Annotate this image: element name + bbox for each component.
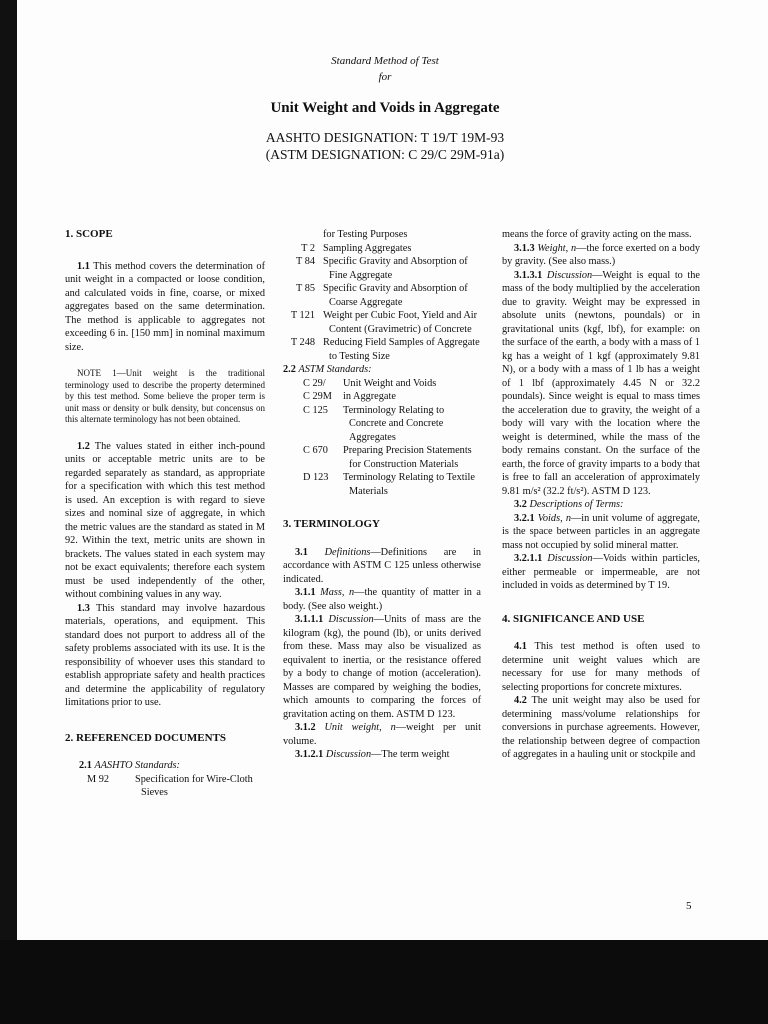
- references-heading: 2. REFERENCED DOCUMENTS: [65, 731, 227, 744]
- term-3-1-3: 3.1.3 Weight, n—the force exerted on a body by gravity. (See also mass.): [502, 242, 700, 267]
- scope-heading: 1. SCOPE: [65, 228, 113, 240]
- document-title: Unit Weight and Voids in Aggregate: [270, 100, 500, 116]
- reference-item: C 29M in Aggregate: [303, 391, 396, 402]
- reference-item: T 85 Specific Gravity and Absorption of Coarse Aggregate: [296, 283, 468, 308]
- significance-para-4-1: 4.1 This test method is often used to determine unit weight values which are necessary for use for many methods of selecting proportions for concrete mixtures.: [502, 641, 700, 693]
- reference-item: T 248 Reducing Field Samples of Aggregate to Testing Size: [290, 337, 480, 362]
- reference-item: [283, 228, 481, 242]
- scope-note-1: NOTE 1—Unit weight is the traditional terminology used to describe the property determined by this test method. Some believe the proper term is unit mass or density or bulk density, but concensus on this alternate terminology has not been obtained.: [65, 368, 265, 424]
- aashto-standards-label: 2.1 AASHTO Standards:: [79, 760, 180, 771]
- header-line2: for: [378, 71, 392, 83]
- scope-para-1-2: 1.2 The values stated in either inch-pound units or acceptable metric units are to be regarded separately as standard, as appropriate for a specification with which this test method is used. An exception is with regard to sieve sizes and nominal size of aggregate, in which the metric values are the standard as stated in M 92. Within the text, metric units are shown in brackets. The values stated in each system may not be exact equivalents; therefore each system must be used independently of the other, without combining values in any way.: [65, 440, 265, 600]
- reference-item: M 92 Specification for Wire-Cloth Sieves: [87, 773, 253, 798]
- reference-item: C 29/ Unit Weight and Voids: [303, 377, 437, 389]
- astm-designation: (ASTM DESIGNATION: C 29/C 29M-91a): [265, 147, 505, 162]
- column-1: [65, 228, 265, 800]
- significance-heading: 4. SIGNIFICANCE AND USE: [502, 612, 645, 625]
- reference-item: T 84 Specific Gravity and Absorption of Fine Aggregate: [296, 256, 468, 281]
- term-3-1-1-1: 3.1.1.1 Discussion—Units of mass are the kilogram (kg), the pound (lb), or units derived from these. Mass may also be visualized as equivalent to inertia, or the resistance offered by a body to change of motion (acceleration). Masses are compared by weighing the bodies, which amounts to comparing the forces of gravitation acting on them. ASTM D 123.: [283, 614, 481, 720]
- scan-bottom-band: [0, 940, 768, 1024]
- terminology-heading: 3. TERMINOLOGY: [283, 518, 380, 530]
- aashto-designation: AASHTO DESIGNATION: T 19/T 19M-93: [265, 130, 505, 145]
- reference-title: for Testing Purposes: [323, 229, 408, 240]
- page-number: 5: [686, 900, 692, 912]
- term-3-1-1: 3.1.1 Mass, n—the quantity of matter in a body. (See also weight.): [283, 587, 482, 612]
- reference-item: T 121 Weight per Cubic Foot, Yield and Air Content (Gravimetric) of Concrete: [290, 310, 478, 335]
- term-3-1-2: 3.1.2 Unit weight, n—weight per unit volume.: [283, 722, 482, 747]
- reference-item: C 670 Preparing Precision Statements for Construction Materials: [303, 445, 472, 470]
- column-2: [283, 228, 481, 762]
- term-3-2-1-1: 3.2.1.1 Discussion—Voids within particles, either permeable or impermeable, are not included in voids as determined by T 19.: [502, 553, 700, 591]
- term-3-1-2-1-text: —The term weight: [371, 749, 450, 760]
- scope-para-1-3: 1.3 This standard may involve hazardous materials, operations, and equipment. This standard does not purport to address all of the safety problems associated with its use. It is the responsibility of whoever uses this standard to establish appropriate safety and health practices and determine the applicability of regulatory limitations prior to use.: [65, 602, 265, 708]
- significance-para-4-2: 4.2 The unit weight may also be used for determining mass/volume relationships for conversions in purchase agreements. However, the relationship between degree of compaction of aggregates in a hauling unit or stockpile and: [502, 695, 700, 760]
- header-line1: Standard Method of Test: [331, 55, 439, 67]
- astm-standards-label: 2.2 ASTM Standards:: [283, 364, 372, 375]
- column-3: [502, 228, 700, 762]
- reference-item: D 123 Terminology Relating to Textile Materials: [303, 472, 475, 497]
- scope-para-1-1: 1.1 This method covers the determination of unit weight in a compacted or loose condition, and calculated voids in fine, coarse, or mixed aggregates based on the same determination. The method is applicable to aggregates not exceeding 6 in. [150 mm] in nominal maximum size.: [65, 260, 265, 353]
- reference-item: T 2 Sampling Aggregates: [301, 242, 412, 254]
- reference-item: C 125 Terminology Relating to Concrete and Concrete Aggregates: [303, 404, 445, 443]
- term-3-2: 3.2 Descriptions of Terms:: [514, 499, 624, 510]
- term-3-1-3-1: 3.1.3.1 Discussion—Weight is equal to the mass of the body multiplied by the acceleration due to gravity. Weight may be expressed in absolute units (newtons, poundals) or in gravitational units (kgf, lbf), for example: on the surface of the earth, a body with a mass of 1 kg has a weight of 1 kgf (approximately 9.81 N), or a body with a mass of 1 lb has a weight of 1 lbf (approximately 4.45 N or 32.2 poundals). Since weight is equal to mass times the acceleration due to gravity, the weight of a body will vary with the location where the weight is determined, while the mass of the body remains constant. On the surface of the earth, the force of gravity imparts to a body that is free to fall an acceleration of approximately 9.81 m/s² (32.2 ft/s²). ASTM D 123.: [502, 269, 700, 497]
- term-3-1-2-1-continued: means the force of gravity acting on the mass.: [502, 229, 692, 240]
- term-3-1-2-1: 3.1.2.1 Discussion—The term weight: [295, 749, 450, 760]
- term-3-1: 3.1 Definitions—Definitions are in accordance with ASTM C 125 unless otherwise indicated.: [283, 546, 481, 585]
- page-binding-edge: [0, 0, 17, 940]
- term-3-2-1: 3.2.1 Voids, n—in unit volume of aggregate, is the space between particles in an aggregate mass not occupied by solid mineral matter.: [502, 512, 700, 551]
